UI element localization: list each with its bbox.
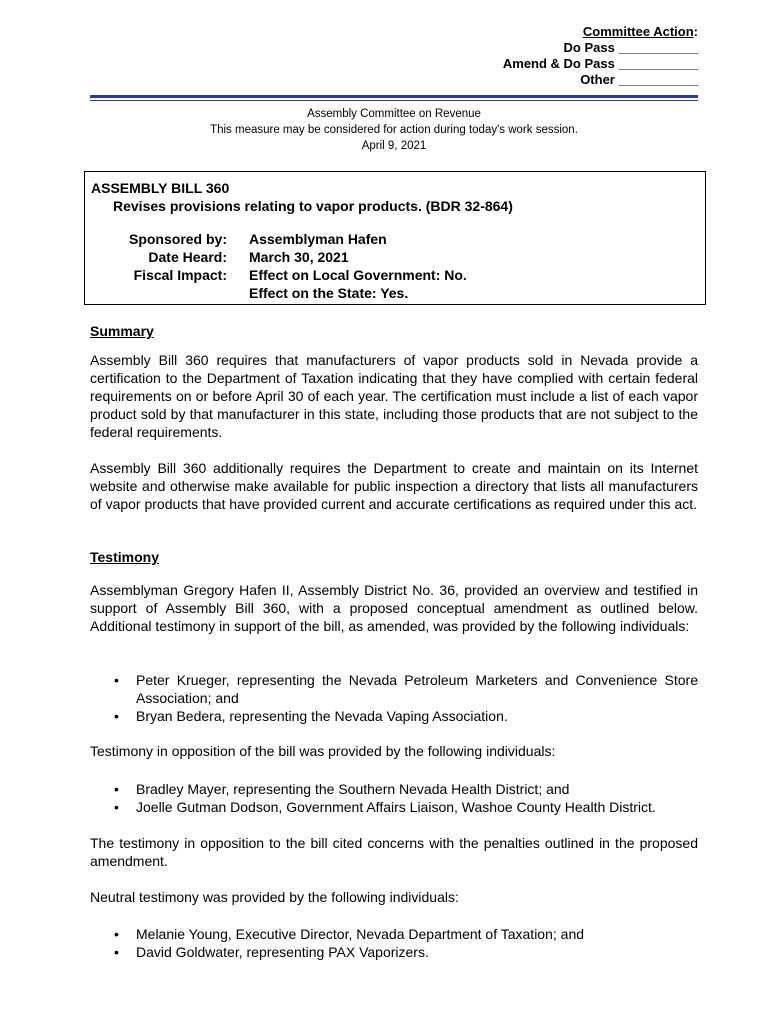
bill-description: Revises provisions relating to vapor products. (BDR 32-864) <box>113 198 513 214</box>
opposition-concerns: The testimony in opposition to the bill cited concerns with the penalties outlined in the proposed amendment. <box>90 835 698 869</box>
bullet-icon: • <box>114 672 119 688</box>
bullet-icon: • <box>114 708 119 724</box>
neutral-list <box>90 925 698 961</box>
hearing-info <box>90 106 698 154</box>
committee-action-block <box>503 24 698 88</box>
testimony-heading: Testimony <box>90 549 159 565</box>
fiscal-state-value: Effect on the State: Yes. <box>249 285 409 301</box>
header-rule-thin <box>90 100 698 101</box>
summary-paragraph-1: Assembly Bill 360 requires that manufacturers of vapor products sold in Nevada provide a certification to the Department of Taxation indicating that they have complied with certain federal requirements on or before April 30 of each year. The certification must include a list of each vapor product sold by that manufacturer in this state, including those products that are not subject to the federal requirements. <box>90 352 698 440</box>
testimony-intro: Assemblyman Gregory Hafen II, Assembly District No. 36, provided an overview and testified in support of Assembly Bill 360, with a proposed conceptual amendment as outlined below. Additional testimony in support of the bill, as amended, was provided by the following individuals: <box>90 582 698 634</box>
list-item: • David Goldwater, representing PAX Vaporizers. <box>114 944 429 960</box>
bullet-icon: • <box>114 781 119 797</box>
summary-paragraph-2: Assembly Bill 360 additionally requires the Department to create and maintain on its Internet website and otherwise make available for public inspection a directory that lists all manufacturers of vapor products that have provided current and accurate certifications as required under this act. <box>90 460 698 512</box>
date-heard-row <box>85 248 705 266</box>
hearing-date: April 9, 2021 <box>361 140 427 152</box>
committee-name: Assembly Committee on Revenue <box>307 108 481 120</box>
list-item: • Bradley Mayer, representing the Southern Nevada Health District; and <box>114 781 570 797</box>
other-line: Other ___________ <box>580 72 698 87</box>
amend-do-pass-line: Amend & Do Pass ___________ <box>502 56 698 71</box>
date-heard-label: Date Heard: <box>148 249 227 265</box>
bill-info-box <box>84 171 706 305</box>
bill-number: ASSEMBLY BILL 360 <box>91 180 230 196</box>
bullet-icon: • <box>114 944 119 960</box>
support-list <box>90 671 698 725</box>
fiscal-local-value: Effect on Local Government: No. <box>249 267 467 283</box>
list-item: • Peter Krueger, representing the Nevada Petroleum Marketers and Convenience Store Association; and <box>114 672 698 706</box>
opposition-list <box>90 780 698 816</box>
fiscal-impact-label: Fiscal Impact: <box>133 267 227 283</box>
sponsor-row <box>85 230 705 248</box>
sponsored-by-value: Assemblyman Hafen <box>249 231 387 247</box>
bullet-icon: • <box>114 926 119 942</box>
summary-heading: Summary <box>90 323 154 339</box>
date-heard-value: March 30, 2021 <box>249 249 349 265</box>
opposition-intro: Testimony in opposition of the bill was provided by the following individuals: <box>90 743 556 759</box>
header-rule-thick <box>90 95 698 98</box>
fiscal-state-row <box>85 284 705 302</box>
sponsored-by-label: Sponsored by: <box>128 231 227 247</box>
work-session-note: This measure may be considered for action during today's work session. <box>210 124 578 136</box>
committee-action-heading: Committee Action: <box>582 24 698 39</box>
fiscal-impact-row <box>85 266 705 284</box>
list-item: • Melanie Young, Executive Director, Nevada Department of Taxation; and <box>114 926 585 942</box>
do-pass-line: Do Pass ___________ <box>563 40 698 55</box>
neutral-intro: Neutral testimony was provided by the following individuals: <box>90 889 459 905</box>
list-item: • Bryan Bedera, representing the Nevada Vaping Association. <box>114 708 508 724</box>
bullet-icon: • <box>114 799 119 815</box>
list-item: • Joelle Gutman Dodson, Government Affairs Liaison, Washoe County Health District. <box>114 799 656 815</box>
